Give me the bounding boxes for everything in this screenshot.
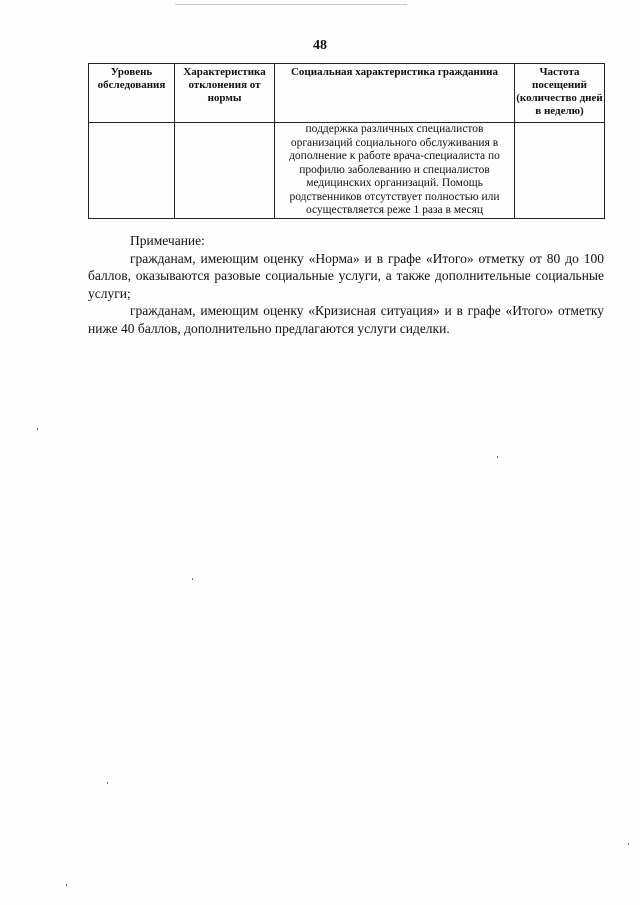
scan-speck [628,843,629,845]
header-visit-frequency: Частота посещений (количество дней в неделю) [515,64,605,123]
scan-speck [107,782,108,784]
scan-speck [37,428,38,430]
note-section [88,232,604,337]
cell-visit-frequency [515,123,605,219]
note-paragraph-norm: гражданам, имеющим оценку «Норма» и в графе «Итого» отметку от 80 до 100 баллов, оказываются разовые социальные услуги, а также дополнительные социальные услуги; [88,250,604,301]
table-row [89,123,605,219]
table-header-row [89,64,605,123]
note-title: Примечание: [130,233,205,248]
scan-speck [497,456,498,458]
cell-deviation [175,123,275,219]
page-number: 48 [313,38,327,53]
cell-social-characteristic [275,123,515,219]
note-paragraph-crisis: гражданам, имеющим оценку «Кризисная ситуация» и в графе «Итого» отметку ниже 40 баллов, дополнительно предлагаются услуги сиделки. [88,303,604,336]
scan-speck [192,578,193,580]
social-characteristic-text: поддержка различных специалистов организаций социального обслуживания в дополнение к работе врача-специалиста по профилю заболеванию и специалистов медицинских организаций. Помощь родственников отсутствует полностью или осуществляется реже 1 раза в месяц [289,123,500,216]
social-characteristics-table [88,63,605,219]
scan-speck [66,884,67,886]
header-social-characteristic: Социальная характеристика гражданина [275,64,515,123]
header-deviation-characteristic: Характеристика отклонения от нормы [175,64,275,123]
header-survey-level: Уровень обследования [89,64,175,123]
scan-top-rule [175,4,407,5]
cell-survey-level [89,123,175,219]
